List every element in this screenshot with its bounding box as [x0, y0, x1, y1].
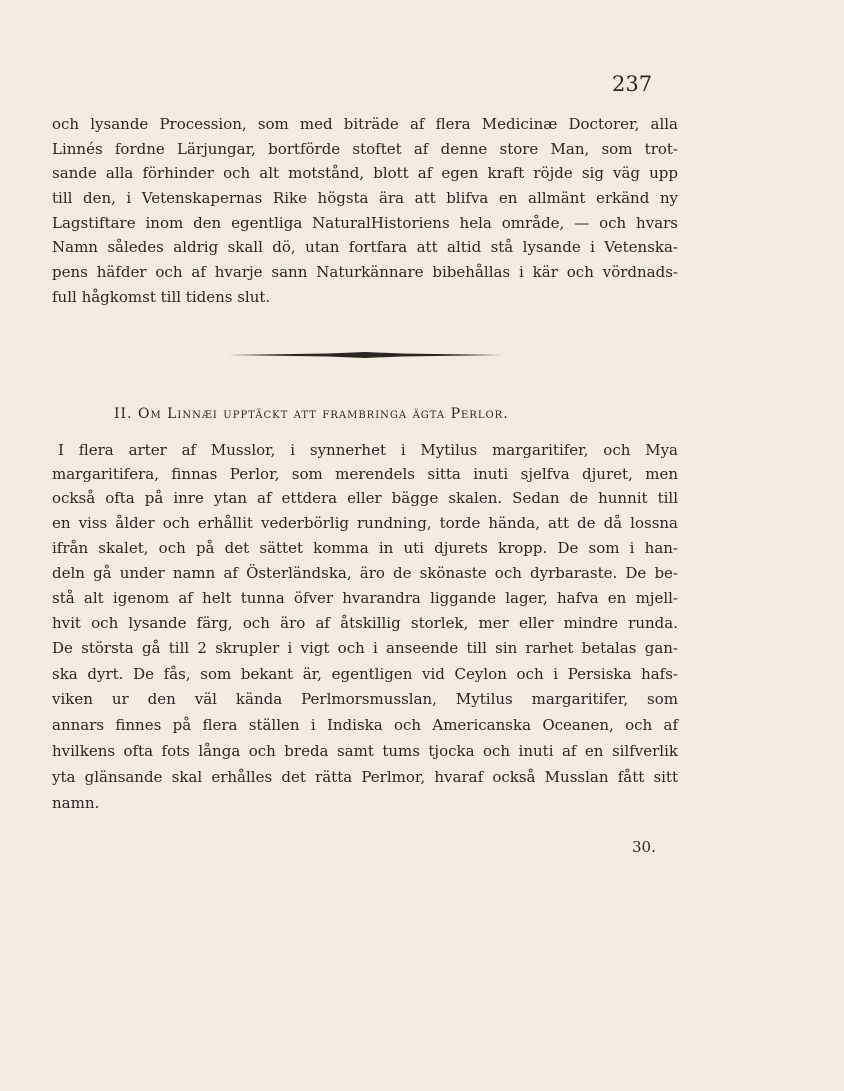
- text-line: margaritifera, finnas Perlor, som merendels sitta inuti sjelfva djuret, men: [52, 465, 678, 483]
- text-line: Linnés fordne Lärjungar, bortförde stoftet af denne store Man, som trot-: [52, 140, 678, 158]
- text-line: sande alla förhinder och alt motstånd, blott af egen kraft röjde sig väg upp: [52, 164, 678, 182]
- text-line: Lagstiftare inom den egentliga NaturalHistoriens hela område, — och hvars: [52, 214, 678, 232]
- catchword: 30.: [632, 838, 656, 856]
- text-line: namn.: [52, 794, 100, 812]
- section-heading: II. Om Linnæi upptäckt att frambringa ägta Perlor.: [114, 406, 509, 422]
- text-line: full hågkomst till tidens slut.: [52, 288, 271, 306]
- text-line: annars finnes på flera ställen i Indiska och Americanska Oceanen, och af: [52, 716, 678, 734]
- text-line: Namn således aldrig skall dö, utan fortfara att altid stå lysande i Vetenska-: [52, 238, 678, 256]
- text-line: pens häfder och af hvarje sann Naturkännare bibehållas i kär och vördnads-: [52, 263, 678, 281]
- text-line: en viss ålder och erhållit vederbörlig rundning, torde hända, att de då lossna: [52, 514, 678, 532]
- text-line: stå alt igenom af helt tunna öfver hvarandra liggande lager, hafva en mjell-: [52, 589, 678, 607]
- text-line: ska dyrt. De fås, som bekant är, egentligen vid Ceylon och i Persiska hafs-: [52, 665, 678, 683]
- text-line: hvit och lysande färg, och äro af åtskillig storlek, mer eller mindre runda.: [52, 614, 678, 632]
- ornamental-rule: [228, 352, 502, 358]
- text-line: I flera arter af Musslor, i synnerhet i Mytilus margaritifer, och Mya: [58, 441, 678, 459]
- text-line: också ofta på inre ytan af ettdera eller bägge skalen. Sedan de hunnit till: [52, 489, 678, 507]
- text-line: ifrån skalet, och på det sättet komma in uti djurets kropp. De som i han-: [52, 539, 678, 557]
- page-number: 237: [612, 72, 653, 96]
- text-line: deln gå under namn af Österländska, äro de skönaste och dyrbaraste. De be-: [52, 564, 678, 582]
- text-line: yta glänsande skal erhålles det rätta Perlmor, hvaraf också Musslan fått sitt: [52, 768, 678, 786]
- text-line: viken ur den väl kända Perlmorsmusslan, Mytilus margaritifer, som: [52, 690, 678, 708]
- text-line: De största gå till 2 skrupler i vigt och i anseende till sin rarhet betalas gan-: [52, 639, 678, 657]
- text-line: hvilkens ofta fots långa och breda samt tums tjocka och inuti af en silfverlik: [52, 742, 678, 760]
- text-line: till den, i Vetenskapernas Rike högsta ära att blifva en allmänt erkänd ny: [52, 189, 678, 207]
- text-line: och lysande Procession, som med biträde af flera Medicinæ Doctorer, alla: [52, 115, 678, 133]
